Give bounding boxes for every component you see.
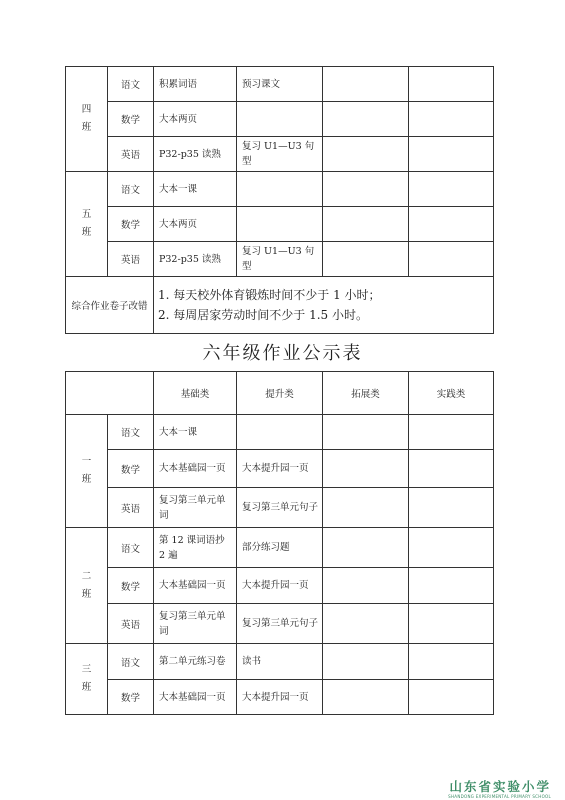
improve-cell	[237, 172, 323, 207]
basic-cell: 大本两页	[154, 102, 237, 137]
expand-cell	[323, 415, 409, 450]
grade-6-homework-table	[65, 371, 494, 715]
basic-cell: 大本基础园一页	[154, 450, 237, 488]
subject-cell: 英语	[108, 242, 154, 277]
basic-cell: 第二单元练习卷	[154, 644, 237, 680]
class-3-cell	[66, 644, 108, 715]
header-basic: 基础类	[154, 372, 237, 415]
basic-cell: 复习第三单元单词	[154, 488, 237, 528]
header-expand: 拓展类	[323, 372, 409, 415]
practice-cell	[409, 242, 494, 277]
practice-cell	[409, 67, 494, 102]
subject-cell: 数学	[108, 680, 154, 715]
class-4-cell	[66, 67, 108, 172]
improve-cell: 复习第三单元句子	[237, 488, 323, 528]
improve-cell	[237, 102, 323, 137]
expand-cell	[323, 528, 409, 568]
grade-homework-table-top	[65, 66, 494, 334]
practice-cell	[409, 450, 494, 488]
improve-cell: 复习 U1—U3 句型	[237, 137, 323, 172]
summary-label: 综合作业卷子改错	[66, 277, 154, 334]
subject-cell: 英语	[108, 488, 154, 528]
improve-cell: 预习课文	[237, 67, 323, 102]
basic-cell: 复习第三单元单词	[154, 604, 237, 644]
basic-cell: 大本基础园一页	[154, 568, 237, 604]
expand-cell	[323, 102, 409, 137]
class-label: 三 班	[81, 664, 92, 693]
basic-cell: P32-p35 读熟	[154, 242, 237, 277]
expand-cell	[323, 488, 409, 528]
school-logo-name: 山东省实验小学	[449, 779, 551, 794]
grade-6-title: 六年级作业公示表	[202, 343, 363, 364]
subject-cell: 英语	[108, 137, 154, 172]
improve-cell: 大本提升园一页	[237, 568, 323, 604]
header-corner	[66, 372, 154, 415]
subject-cell: 语文	[108, 415, 154, 450]
header-practice: 实践类	[409, 372, 494, 415]
subject-cell: 数学	[108, 568, 154, 604]
class-2-cell	[66, 528, 108, 644]
basic-cell: 积累词语	[154, 67, 237, 102]
header-improve: 提升类	[237, 372, 323, 415]
improve-cell: 大本提升园一页	[237, 450, 323, 488]
practice-cell	[409, 680, 494, 715]
practice-cell	[409, 488, 494, 528]
improve-cell	[237, 415, 323, 450]
subject-cell: 数学	[108, 450, 154, 488]
expand-cell	[323, 644, 409, 680]
school-logo-english: SHANDONG EXPERIMENTAL PRIMARY SCHOOL	[448, 794, 551, 799]
expand-cell	[323, 67, 409, 102]
summary-content	[154, 277, 494, 334]
improve-cell: 复习 U1—U3 句型	[237, 242, 323, 277]
improve-cell	[237, 207, 323, 242]
summary-line-2: 2. 每周居家劳动时间不少于 1.5 小时。	[158, 308, 368, 322]
improve-cell: 复习第三单元句子	[237, 604, 323, 644]
expand-cell	[323, 172, 409, 207]
expand-cell	[323, 137, 409, 172]
expand-cell	[323, 207, 409, 242]
expand-cell	[323, 680, 409, 715]
practice-cell	[409, 172, 494, 207]
practice-cell	[409, 528, 494, 568]
school-logo	[448, 777, 551, 799]
improve-cell: 读书	[237, 644, 323, 680]
basic-cell: 大本一课	[154, 172, 237, 207]
expand-cell	[323, 242, 409, 277]
improve-cell: 大本提升园一页	[237, 680, 323, 715]
subject-cell: 语文	[108, 528, 154, 568]
basic-cell: 大本一课	[154, 415, 237, 450]
expand-cell	[323, 604, 409, 644]
practice-cell	[409, 102, 494, 137]
subject-cell: 数学	[108, 207, 154, 242]
basic-cell: 大本基础园一页	[154, 680, 237, 715]
basic-cell: P32-p35 读熟	[154, 137, 237, 172]
subject-cell: 英语	[108, 604, 154, 644]
practice-cell	[409, 644, 494, 680]
practice-cell	[409, 568, 494, 604]
practice-cell	[409, 604, 494, 644]
class-1-cell	[66, 415, 108, 528]
practice-cell	[409, 415, 494, 450]
practice-cell	[409, 137, 494, 172]
class-label: 五 班	[81, 209, 92, 238]
class-label: 二 班	[81, 570, 92, 600]
expand-cell	[323, 450, 409, 488]
basic-cell: 大本两页	[154, 207, 237, 242]
expand-cell	[323, 568, 409, 604]
subject-cell: 语文	[108, 172, 154, 207]
subject-cell: 语文	[108, 67, 154, 102]
practice-cell	[409, 207, 494, 242]
subject-cell: 数学	[108, 102, 154, 137]
improve-cell: 部分练习题	[237, 528, 323, 568]
class-label: 一 班	[81, 456, 92, 485]
summary-line-1: 1. 每天校外体育锻炼时间不少于 1 小时；	[158, 288, 381, 302]
basic-cell: 第 12 课词语抄 2 遍	[154, 528, 237, 568]
class-5-cell	[66, 172, 108, 277]
subject-cell: 语文	[108, 644, 154, 680]
class-label: 四 班	[81, 104, 92, 133]
